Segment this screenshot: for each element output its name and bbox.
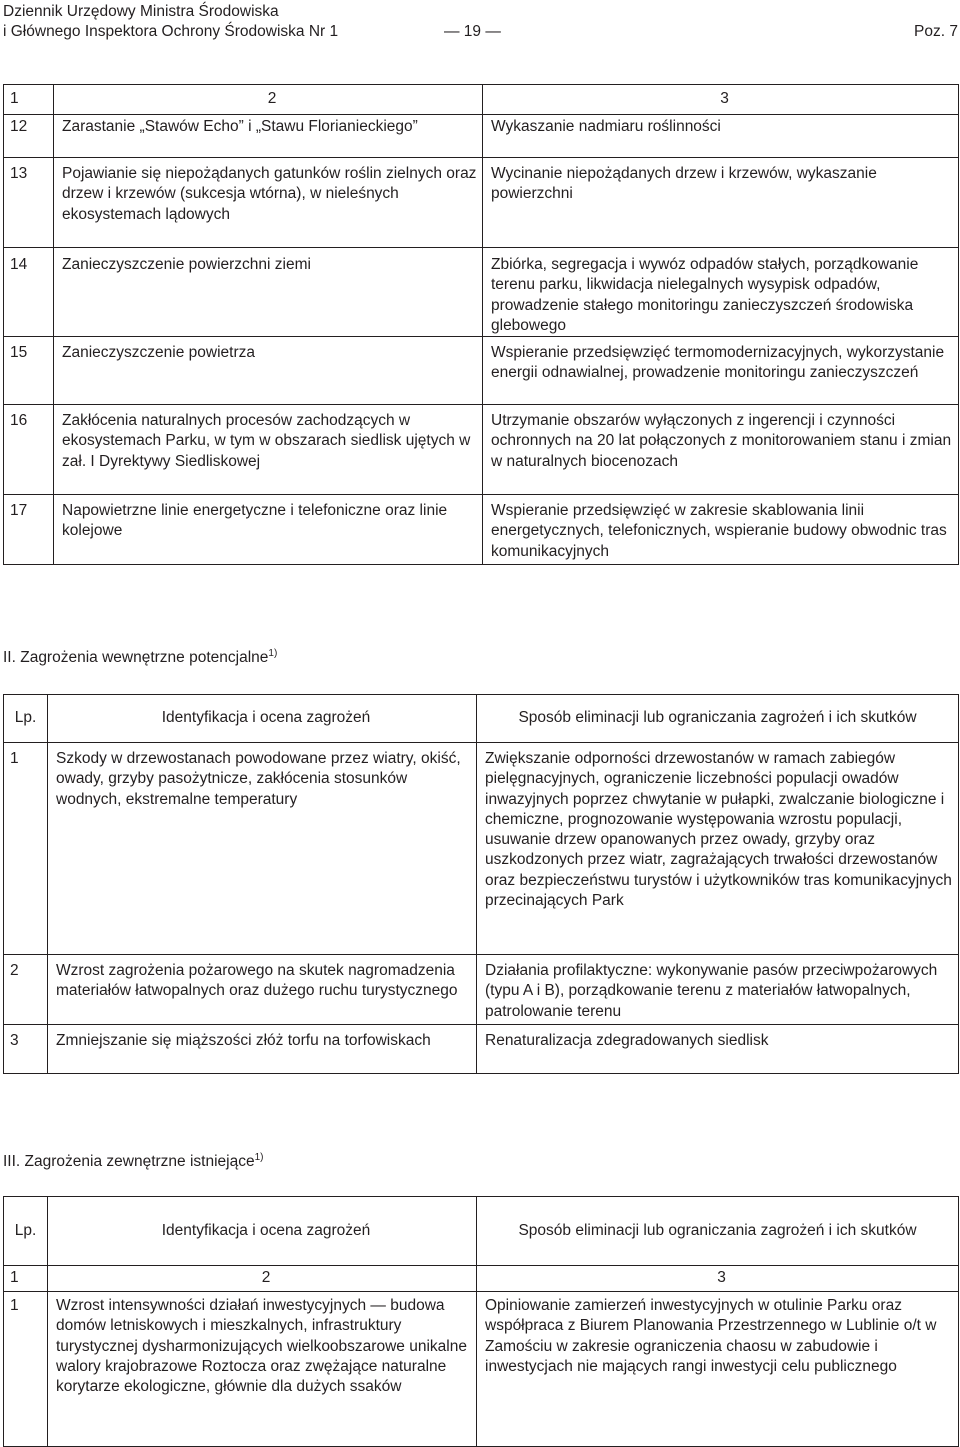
row-lp: 12 xyxy=(4,115,54,158)
row-threat: Zanieczyszczenie powietrza xyxy=(54,337,483,405)
row-measure: Opiniowanie zamierzeń inwestycyjnych w otulinie Parku oraz współpraca z Biurem Planowania Przestrzennego w Lublinie o/t w Zamościu w zakresie ograniczenia chaosu w zabudowie i inwestycjach nie mających rangi inwestycji celu publicznego xyxy=(477,1292,959,1447)
col-number: 2 xyxy=(54,85,483,115)
row-measure: Zwiększanie odporności drzewostanów w ramach zabiegów pielęgnacyjnych, ograniczenie liczebności populacji owadów inwazyjnych poprzez chwytanie w pułapki, zwalczanie biologiczne i chemiczne, prognozowanie występowania wzrostu populacji, usuwanie drzew opanowanych przez owady, grzyby oraz uszkodzonych przez wiatr, zagrażających trwałości drzewostanów oraz bezpieczeństwu turystów i użytkowników tras komunikacyjnych przecinających Park xyxy=(477,743,959,955)
section-iii-title: III. Zagrożenia zewnętrzne istniejące$^{1)}$ xyxy=(3,1152,264,1170)
table-row xyxy=(4,337,959,405)
table-row xyxy=(4,405,959,495)
row-lp: 1 xyxy=(4,1292,48,1447)
col-header-threat: Identyfikacja i ocena zagrożeń xyxy=(48,695,477,743)
row-lp: 3 xyxy=(4,1025,48,1074)
col-header-threat: Identyfikacja i ocena zagrożeń xyxy=(48,1197,477,1266)
row-measure: Zbiórka, segregacja i wywóz odpadów stałych, porządkowanie terenu parku, likwidacja nielegalnych wysypisk odpadów, prowadzenie stałego monitoringu zanieczyszczeń środowiska glebowego xyxy=(483,248,959,337)
col-number: 3 xyxy=(477,1266,959,1292)
table-row xyxy=(4,158,959,248)
page-header xyxy=(3,2,958,44)
row-lp: 14 xyxy=(4,248,54,337)
position-number: Poz. 7 xyxy=(914,23,958,40)
table-row xyxy=(4,955,959,1025)
footnote-mark: 1) xyxy=(254,1152,264,1163)
row-measure: Wycinanie niepożądanych drzew i krzewów, wykaszanie powierzchni xyxy=(483,158,959,248)
header-row xyxy=(4,1197,959,1266)
header-row xyxy=(4,695,959,743)
threats-table-continuation xyxy=(3,84,959,565)
row-lp: 13 xyxy=(4,158,54,248)
row-threat: Napowietrzne linie energetyczne i telefoniczne oraz linie kolejowe xyxy=(54,495,483,565)
col-number: 2 xyxy=(48,1266,477,1292)
row-threat: Zarastanie „Stawów Echo” i „Stawu Florianieckiego” xyxy=(54,115,483,158)
column-number-row xyxy=(4,1266,959,1292)
row-measure: Wspieranie przedsięwzięć w zakresie skablowania linii energetycznych, telefonicznych, wspieranie budowy obwodnic tras komunikacyjnych xyxy=(483,495,959,565)
table-row xyxy=(4,248,959,337)
row-measure: Wykaszanie nadmiaru roślinności xyxy=(483,115,959,158)
col-header-measure: Sposób eliminacji lub ograniczania zagrożeń i ich skutków xyxy=(477,695,959,743)
row-threat: Zakłócenia naturalnych procesów zachodzących w ekosystemach Parku, w tym w obszarach siedlisk ujętych w zał. I Dyrektywy Siedliskowej xyxy=(54,405,483,495)
row-lp: 2 xyxy=(4,955,48,1025)
section-ii-title: II. Zagrożenia wewnętrzne potencjalne$^{1)}$ xyxy=(3,648,278,666)
page-number: — 19 — xyxy=(444,23,501,40)
row-threat: Pojawianie się niepożądanych gatunków roślin zielnych oraz drzew i krzewów (sukcesja wtórna), w nieleśnych ekosystemach lądowych xyxy=(54,158,483,248)
column-number-row xyxy=(4,85,959,115)
table-row xyxy=(4,495,959,565)
col-header-lp: Lp. xyxy=(4,695,48,743)
col-header-measure: Sposób eliminacji lub ograniczania zagrożeń i ich skutków xyxy=(477,1197,959,1266)
row-measure: Renaturalizacja zdegradowanych siedlisk xyxy=(477,1025,959,1074)
row-lp: 1 xyxy=(4,743,48,955)
row-threat: Szkody w drzewostanach powodowane przez wiatry, okiść, owady, grzyby pasożytnicze, zakłócenia stosunków wodnych, ekstremalne temperatury xyxy=(48,743,477,955)
row-threat: Wzrost zagrożenia pożarowego na skutek nagromadzenia materiałów łatwopalnych oraz dużego ruchu turystycznego xyxy=(48,955,477,1025)
table-row xyxy=(4,1025,959,1074)
row-measure: Działania profilaktyczne: wykonywanie pasów przeciwpożarowych (typu A i B), porządkowanie terenu z materiałów łatwopalnych, patrolowanie terenu xyxy=(477,955,959,1025)
row-threat: Zanieczyszczenie powierzchni ziemi xyxy=(54,248,483,337)
row-lp: 16 xyxy=(4,405,54,495)
col-number: 1 xyxy=(4,85,54,115)
row-threat: Zmniejszanie się miąższości złóż torfu na torfowiskach xyxy=(48,1025,477,1074)
internal-threats-table xyxy=(3,694,959,1074)
journal-subtitle: i Głównego Inspektora Ochrony Środowiska Nr 1 xyxy=(3,23,339,40)
journal-title: Dziennik Urzędowy Ministra Środowiska xyxy=(3,3,279,20)
col-number: 1 xyxy=(4,1266,48,1292)
col-number: 3 xyxy=(483,85,959,115)
row-lp: 17 xyxy=(4,495,54,565)
row-lp: 15 xyxy=(4,337,54,405)
table-row xyxy=(4,743,959,955)
row-measure: Wspieranie przedsięwzięć termomodernizacyjnych, wykorzystanie energii odnawialnej, prowadzenie monitoringu zanieczyszczeń xyxy=(483,337,959,405)
row-measure: Utrzymanie obszarów wyłączonych z ingerencji i czynności ochronnych na 20 lat połączonych z monitorowaniem stanu i zmian w naturalnych biocenozach xyxy=(483,405,959,495)
footnote-mark: 1) xyxy=(268,648,278,659)
external-threats-table xyxy=(3,1196,959,1447)
row-threat: Wzrost intensywności działań inwestycyjnych — budowa domów letniskowych i mieszkalnych, infrastruktury turystycznej dysharmonizujących wielkoobszarowe unikalne walory krajobrazowe Roztocza oraz zwężające naturalne korytarze ekologiczne, głównie dla dużych ssaków xyxy=(48,1292,477,1447)
col-header-lp: Lp. xyxy=(4,1197,48,1266)
table-row xyxy=(4,115,959,158)
table-row xyxy=(4,1292,959,1447)
